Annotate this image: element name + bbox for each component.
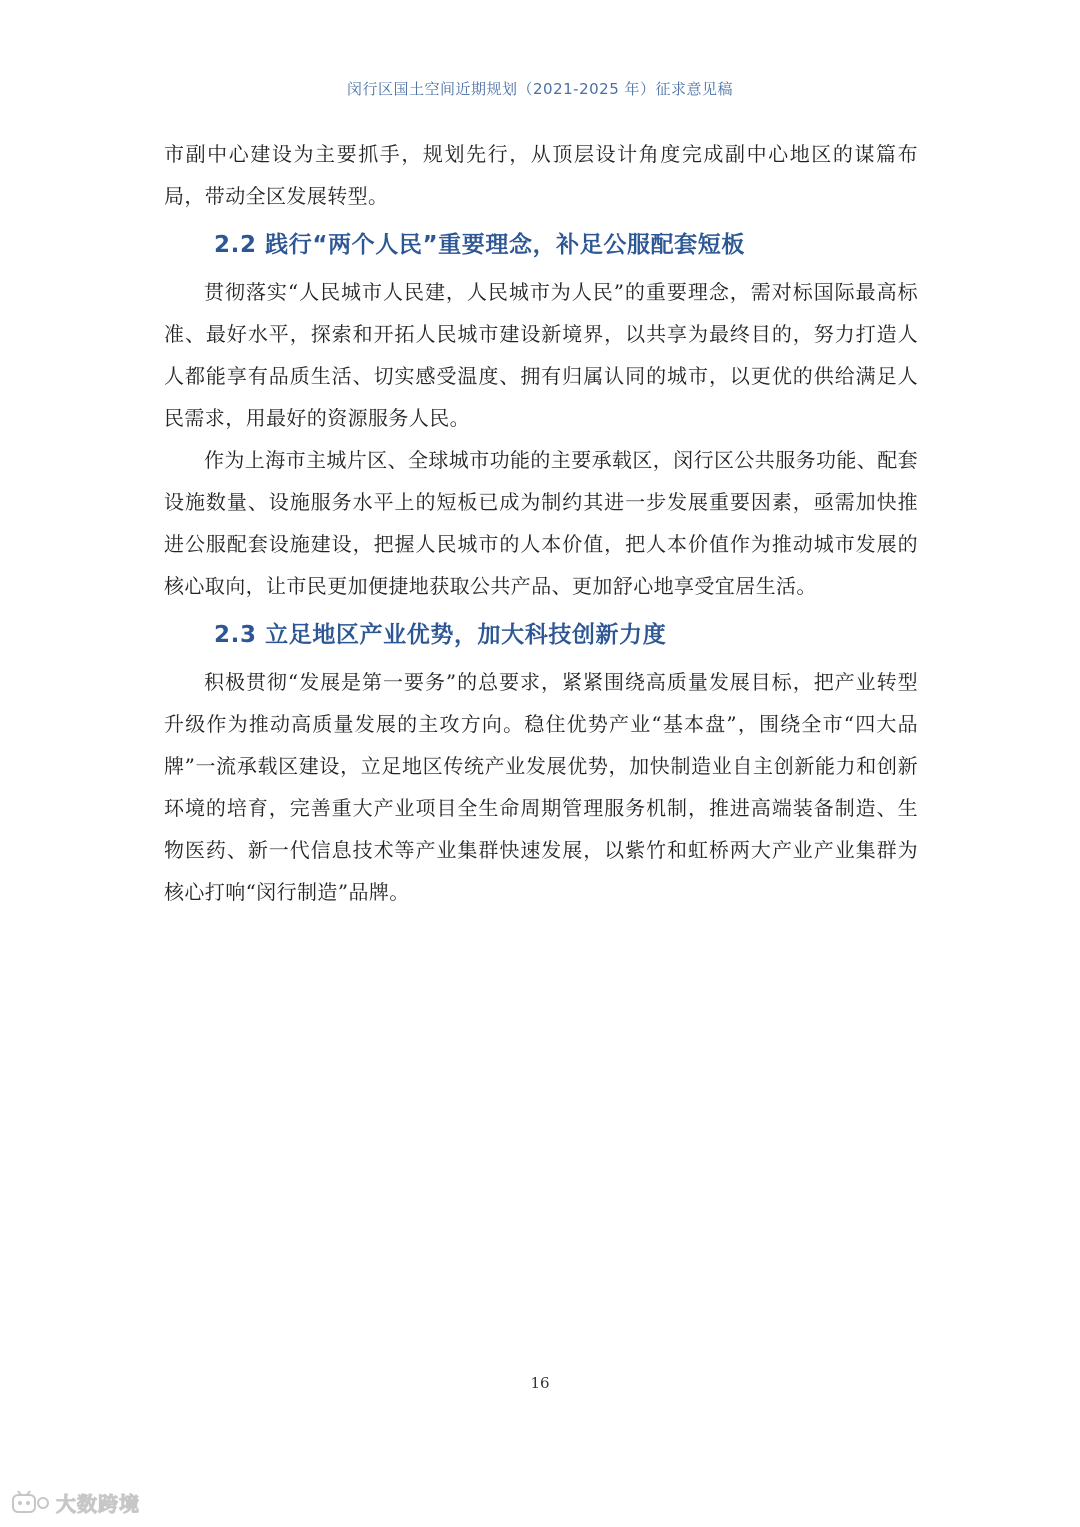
body-paragraph: 积极贯彻“发展是第一要务”的总要求，紧紧围绕高质量发展目标，把产业转型升级作为推动高质量发展的主攻方向。稳住优势产业“基本盘”，围绕全市“四大品牌”一流承载区建设，立足地区传统产业发展优势，加快制造业自主创新能力和创新环境的培育，完善重大产业项目全生命周期管理服务机制，推进高端装备制造、生物医药、新一代信息技术等产业集群快速发展，以紫竹和虹桥两大产业产业集群为核心打响“闵行制造”品牌。 xyxy=(164,670,918,904)
bilibili-style-logo-icon xyxy=(10,1490,50,1516)
section-heading: 2.2 践行“两个人民”重要理念，补足公服配套短板 xyxy=(214,232,745,258)
body-paragraph: 贯彻落实“人民城市人民建，人民城市为人民”的重要理念，需对标国际最高标准、最好水平，探索和开拓人民城市建设新境界，以共享为最终目的，努力打造人人都能享有品质生活、切实感受温度、拥有归属认同的城市，以更优的供给满足人民需求，用最好的资源服务人民。 xyxy=(164,280,918,430)
section-2-3 xyxy=(164,613,918,913)
document-body xyxy=(164,133,918,913)
continuation-paragraph: 市副中心建设为主要抓手，规划先行，从顶层设计角度完成副中心地区的谋篇布局，带动全区发展转型。 xyxy=(164,142,918,208)
page-number: 16 xyxy=(530,1374,550,1392)
section-2-2 xyxy=(164,223,918,607)
watermark-text: 大数跨境 xyxy=(56,1492,140,1516)
watermark xyxy=(10,1488,140,1517)
body-paragraph: 作为上海市主城片区、全球城市功能的主要承载区，闵行区公共服务功能、配套设施数量、设施服务水平上的短板已成为制约其进一步发展重要因素，亟需加快推进公服配套设施建设，把握人民城市的人本价值，把人本价值作为推动城市发展的核心取向，让市民更加便捷地获取公共产品、更加舒心地享受宜居生活。 xyxy=(164,448,918,598)
section-heading: 2.3 立足地区产业优势，加大科技创新力度 xyxy=(214,622,667,648)
running-header: 闵行区国土空间近期规划（2021-2025 年）征求意见稿 xyxy=(346,80,734,98)
